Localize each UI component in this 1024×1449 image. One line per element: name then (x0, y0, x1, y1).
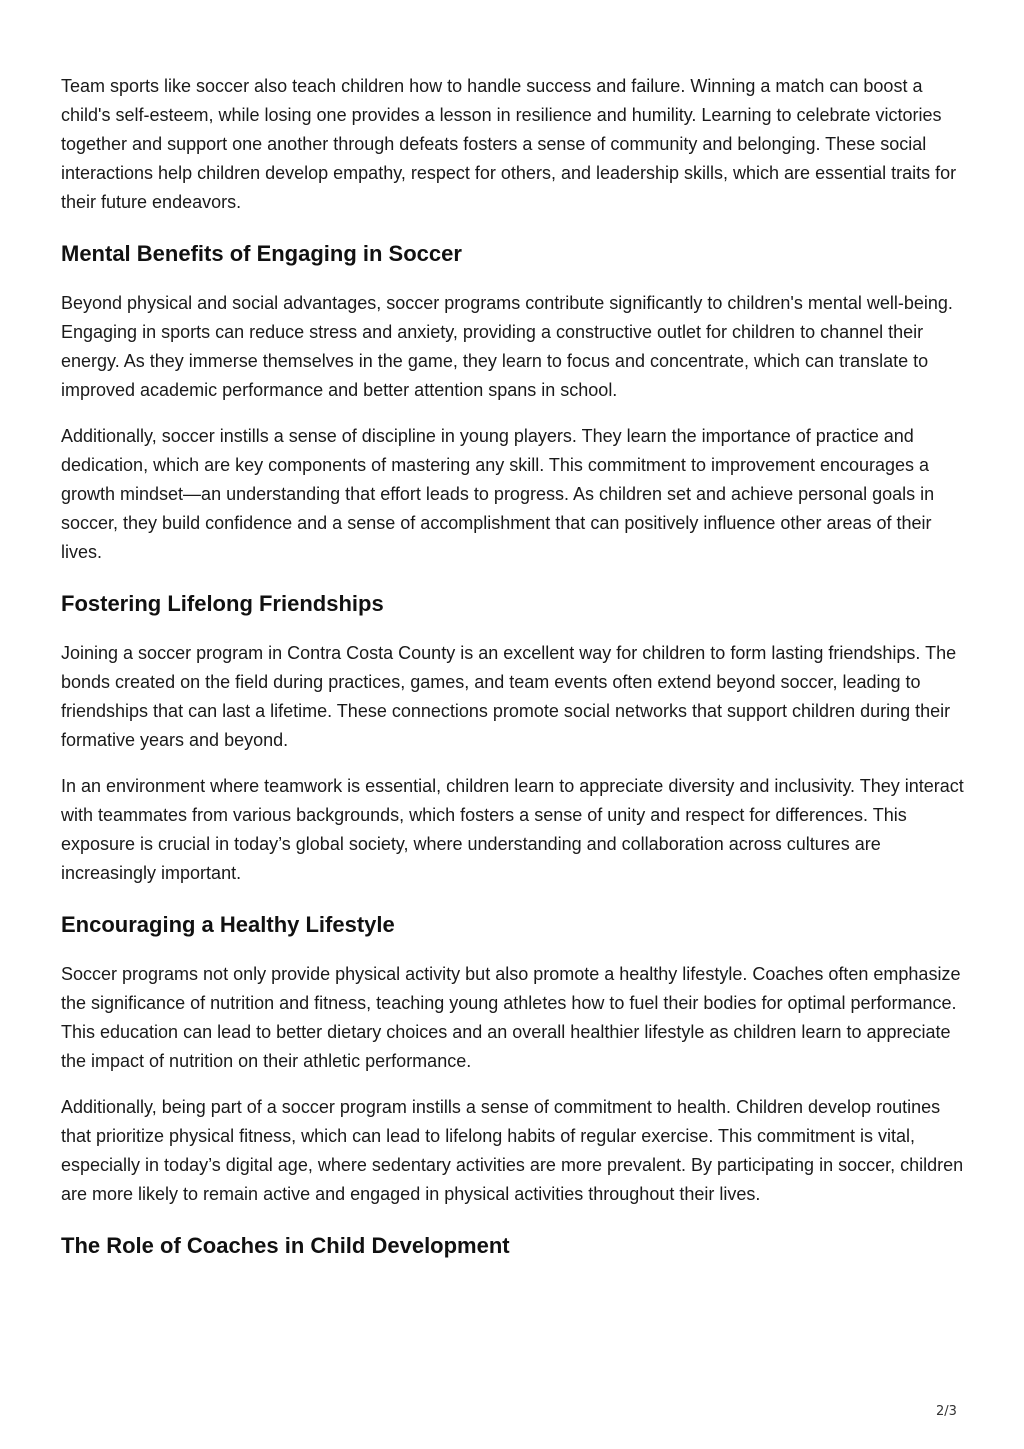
heading-lifelong-friendships: Fostering Lifelong Friendships (61, 591, 384, 616)
paragraph-mental-wellbeing: Beyond physical and social advantages, soccer programs contribute significantly to children's mental well-being. Engaging in sports can reduce stress and anxiety, providing a constructive outlet for children to channel their energy. As they immerse themselves in the game, they learn to focus and concentrate, which can translate to improved academic performance and better attention spans in school. (61, 293, 953, 400)
heading-mental-benefits: Mental Benefits of Engaging in Soccer (61, 241, 462, 266)
page-number: 2/3 (936, 1404, 957, 1419)
paragraph-discipline: Additionally, soccer instills a sense of discipline in young players. They learn the importance of practice and dedication, which are key components of mastering any skill. This commitment to improvement encourages a growth mindset—an understanding that effort leads to progress. As children set and achieve personal goals in soccer, they build confidence and a sense of accomplishment that can positively influence other areas of their lives. (61, 426, 935, 562)
heading-healthy-lifestyle: Encouraging a Healthy Lifestyle (61, 912, 395, 937)
heading-role-of-coaches: The Role of Coaches in Child Development (61, 1233, 510, 1258)
document-body (61, 72, 971, 1281)
paragraph-friendships: Joining a soccer program in Contra Costa County is an excellent way for children to form lasting friendships. The bonds created on the field during practices, games, and team events often extend beyond soccer, leading to friendships that can last a lifetime. These connections promote social networks that support children during their formative years and beyond. (61, 643, 957, 750)
paragraph-nutrition: Soccer programs not only provide physical activity but also promote a healthy lifestyle. Coaches often emphasize the significance of nutrition and fitness, teaching young athletes how to fuel their bodies for optimal performance. This education can lead to better dietary choices and an overall healthier lifestyle as children learn to appreciate the impact of nutrition on their athletic performance. (61, 964, 961, 1071)
paragraph-handling-success-failure: Team sports like soccer also teach children how to handle success and failure. Winning a match can boost a child's self-esteem, while losing one provides a lesson in resilience and humility. Learning to celebrate victories together and support one another through defeats fosters a sense of community and belonging. These social interactions help children develop empathy, respect for others, and leadership skills, which are essential traits for their future endeavors. (61, 76, 957, 212)
paragraph-commitment-health: Additionally, being part of a soccer program instills a sense of commitment to health. Children develop routines that prioritize physical fitness, which can lead to lifelong habits of regular exercise. This commitment is vital, especially in today’s digital age, where sedentary activities are more prevalent. By participating in soccer, children are more likely to remain active and engaged in physical activities throughout their lives. (61, 1097, 964, 1204)
paragraph-diversity: In an environment where teamwork is essential, children learn to appreciate diversity and inclusivity. They interact with teammates from various backgrounds, which fosters a sense of unity and respect for differences. This exposure is crucial in today’s global society, where understanding and collaboration across cultures are increasingly important. (61, 776, 964, 883)
